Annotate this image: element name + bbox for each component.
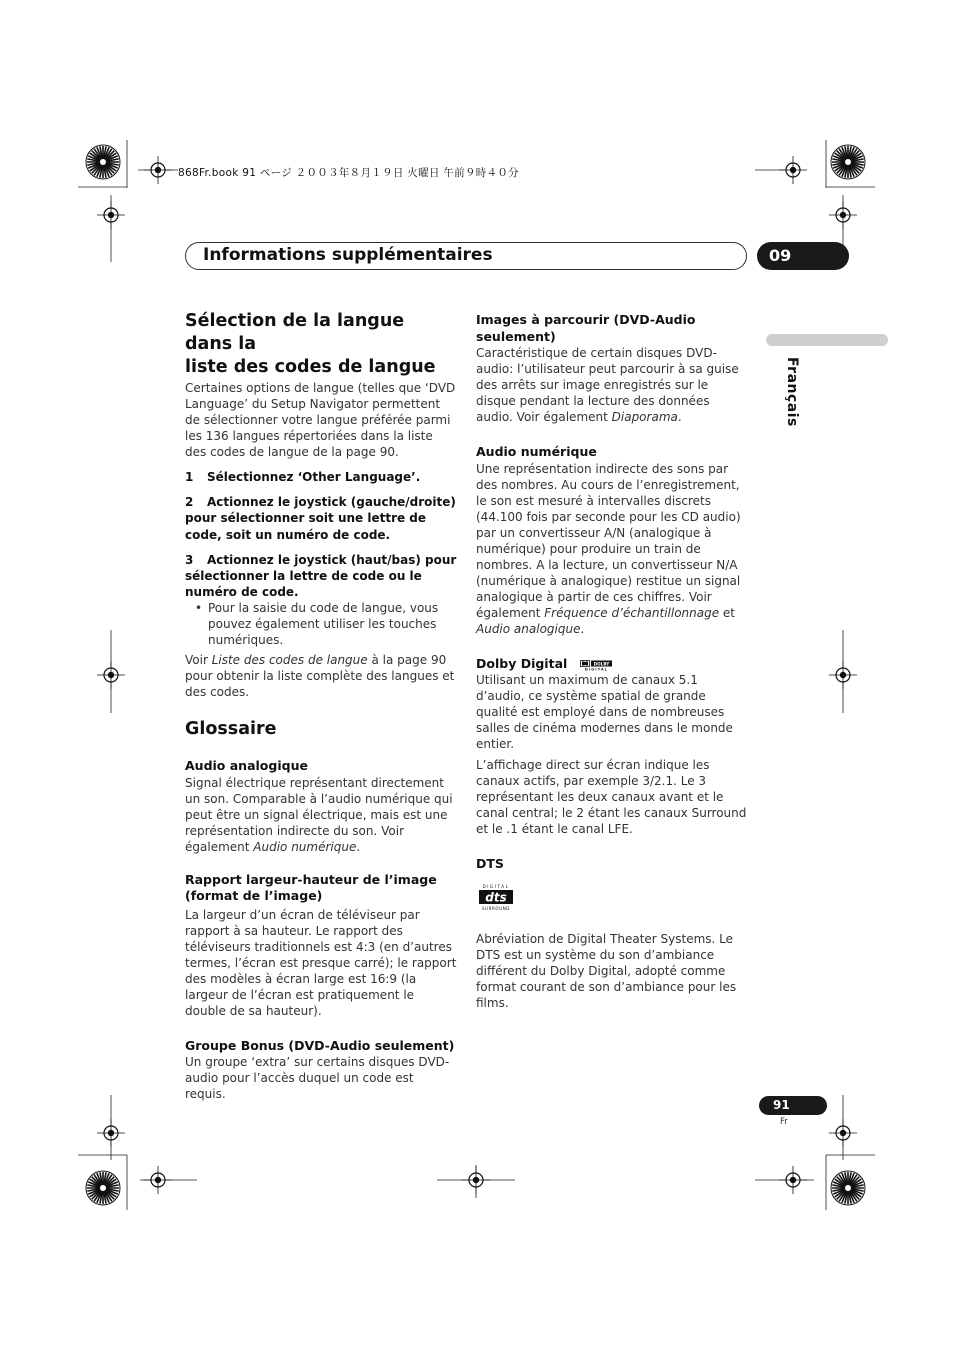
- dolby-digital-logo: [580, 659, 613, 670]
- chapter-number: 09: [757, 242, 849, 270]
- glossary-title: Glossaire: [185, 719, 277, 740]
- svg-text:SURROUND: SURROUND: [482, 905, 510, 911]
- language-intro: Certaines options de langue (telles que ‘DVD Language’ du Setup Navigator permettent de sélectionner votre langue préférée parmi les 136 langues répertoriées dans la liste des codes de langue de la page 90.: [185, 381, 456, 459]
- section-title-language: Sélection de la langue dans la liste des codes de langue: [185, 311, 436, 377]
- svg-text:DIGITAL: DIGITAL: [482, 883, 510, 889]
- def-rapport-largeur-hauteur: La largeur d’un écran de téléviseur par rapport à sa hauteur. Le rapport des téléviseurs traditionnels est 4:3 (en d’autres termes, l’écran est presque carré); le rapport des modèles à écran large est 16:9 (la largeur de l’écran est pratiquement le double de sa hauteur).: [185, 907, 457, 1018]
- page-number: 91: [759, 1096, 827, 1115]
- def-dolby-digital-2: L’affichage direct sur écran indique les canaux actifs, par exemple 3/2.1. Le 3 représentant les deux canaux avant et le canal central; le 2 étant les canaux Surround et le .1 étant le canal LFE.: [476, 758, 747, 836]
- term-rapport-largeur-hauteur: Rapport largeur-hauteur de l’image (format de l’image): [185, 871, 437, 904]
- see-reference: Voir Liste des codes de langue à la page 90 pour obtenir la liste complète des langues et des codes.: [185, 653, 455, 700]
- def-dts: Abréviation de Digital Theater Systems. Le DTS est un système du son d’ambiance différent du Dolby Digital, adopté comme format courant de son d’ambiance pour les films.: [476, 931, 737, 1010]
- svg-text:DOLBY: DOLBY: [593, 660, 610, 666]
- term-dts: DTS: [476, 856, 504, 871]
- def-audio-numerique: Une représentation indirecte des sons par des nombres. Au cours de l’enregistrement, le son est mesuré à intervalles discrets (44.100 fois par seconde pour les CD audio) par un convertisseur A/N (analogique à numérique) pour produire un train de nombres. A la lecture, un convertisseur N/A (numérique à analogique) restitue un signal analogique à partir de ces chiffres. Voir également Fréquence d’échantillonnage et Audio analogique.: [476, 461, 741, 636]
- step-1: 1 Sélectionnez ‘Other Language’.: [185, 470, 421, 484]
- right-column: [476, 310, 748, 1011]
- def-images-a-parcourir: Caractéristique de certain disques DVD-audio: l’utilisateur peut parcourir à sa guise des arrêts sur image enregistrés sur le disque pendant la lecture des données audio. Voir également Diaporama.: [476, 346, 739, 424]
- dts-logo: [476, 883, 516, 913]
- language-tab: [766, 334, 888, 346]
- chapter-title: Informations supplémentaires: [203, 245, 493, 265]
- svg-text:DIGITAL: DIGITAL: [584, 667, 608, 671]
- page-language-code: Fr: [780, 1117, 788, 1127]
- term-audio-numerique: Audio numérique: [476, 444, 597, 459]
- left-column: [185, 310, 457, 1102]
- def-groupe-bonus: Un groupe ‘extra’ sur certains disques DVD-audio pour l’accès duquel un code est requis.: [185, 1055, 450, 1102]
- step-note-bullet: • Pour la saisie du code de langue, vous pouvez également utiliser les touches numériques.: [185, 600, 457, 648]
- term-images-a-parcourir: Images à parcourir (DVD-Audio seulement): [476, 312, 696, 344]
- def-audio-analogique: Signal électrique représentant directement un son. Comparable à l’audio numérique qui peut être un signal électrique, mais est une représentation indirecte du son. Voir également Audio numérique.: [185, 775, 453, 854]
- def-dolby-digital-1: Utilisant un maximum de canaux 5.1 d’audio, ce système spatial de grande qualité est employé dans de nombreuses salles de cinéma modernes dans le monde entier.: [476, 673, 733, 751]
- step-3: 3 Actionnez le joystick (haut/bas) pour sélectionner la lettre de code ou le numéro de code.: [185, 552, 457, 600]
- svg-text:dts: dts: [485, 890, 507, 904]
- language-label: Français: [784, 357, 800, 427]
- step-2: 2 Actionnez le joystick (gauche/droite) pour sélectionner soit une lettre de code, soit un numéro de code.: [185, 495, 456, 542]
- term-dolby-digital: Dolby Digital DOLBY DIGITAL: [476, 656, 748, 673]
- print-info-line: 868Fr.book 91 ページ ２００３年８月１９日 火曜日 午前９時４０分: [178, 167, 519, 179]
- term-groupe-bonus: Groupe Bonus (DVD-Audio seulement): [185, 1037, 455, 1053]
- term-audio-analogique: Audio analogique: [185, 758, 308, 774]
